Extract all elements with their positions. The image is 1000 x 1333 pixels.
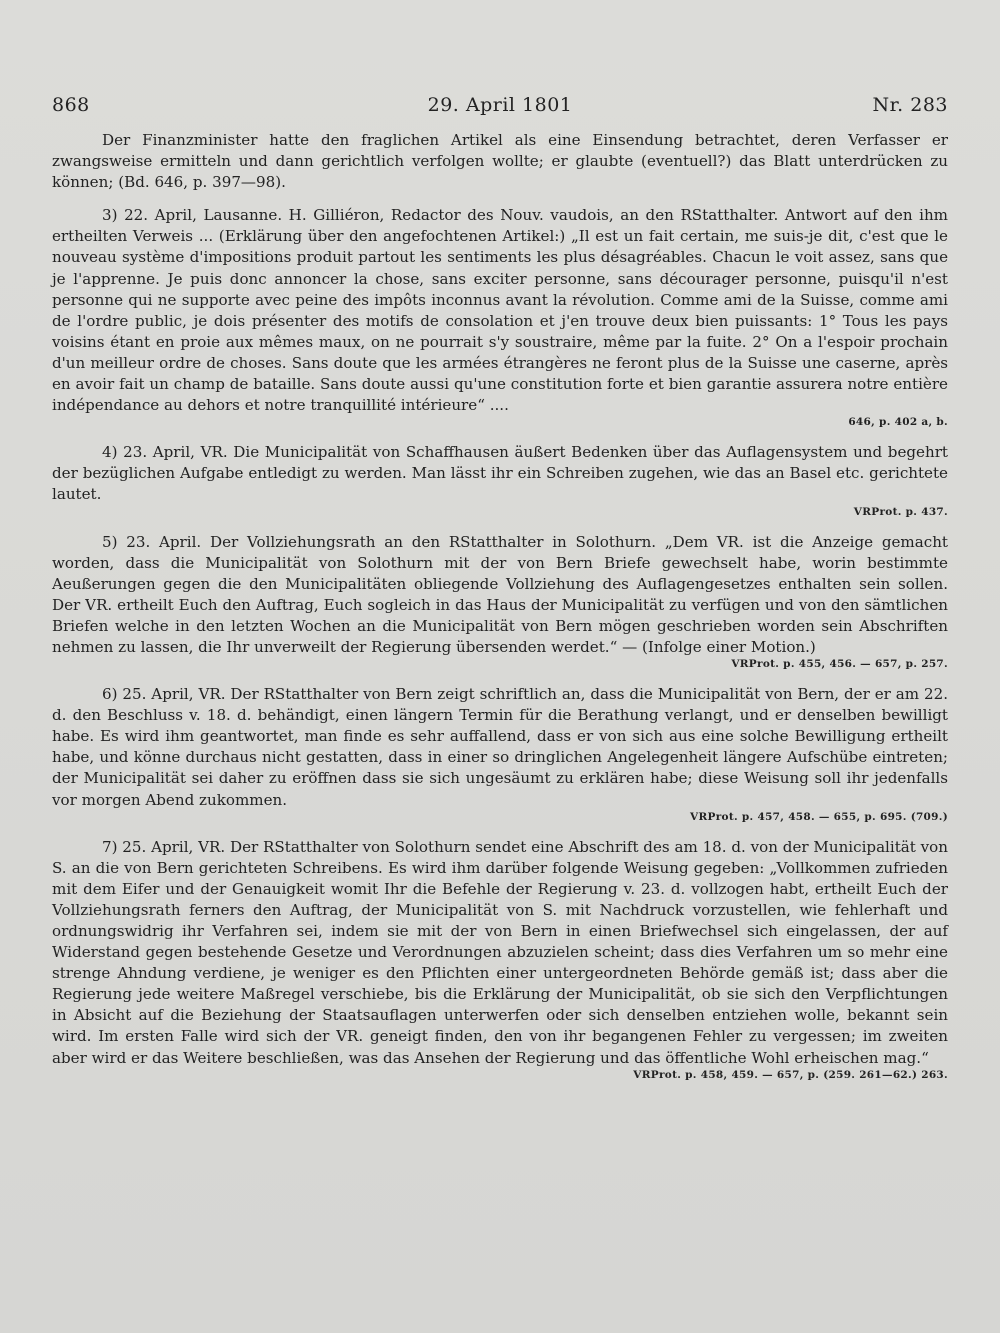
document-number: Nr. 283 <box>872 94 948 116</box>
entry-5 <box>52 532 948 673</box>
page-header <box>52 94 948 122</box>
entry-3 <box>52 205 948 430</box>
entry-text: 7) 25. April, VR. Der RStatthalter von Solothurn sendet eine Abschrift des am 18. d. von der Municipalität von S. an die von Bern gerichteten Schreibens. Es wird ihm darüber folgende Weisung gegeben: „Vollkommen zufrieden mit dem Eifer und der Genauigkeit womit Ihr die Befehle der Regierung v. 23. d. vollzogen habt, ertheilt Euch der Vollziehungsrath ferners den Auftrag, der Municipalität von S. mit Nachdruck vorzustellen, wie fehlerhaft und ordnungswidrig ihr Verfahren sei, indem sie mit der von Bern in einen Briefwechsel sich eingelassen, der auf Widerstand gegen bestehende Gesetze und Verordnungen abzuzielen scheint; dass dies Verfahren um so mehr eine strenge Ahndung verdiene, je weniger es den Pflichten einer untergeordneten Behörde gemäß ist; dass aber die Regierung jede weitere Maßregel verschiebe, bis die Erklärung der Municipalität, ob sie sich den Verpflichtungen in Absicht auf die Beziehung der Staatsauflagen unterwerfen oder sich denselben entziehen wolle, bekannt sein wird. Im ersten Falle wird sich der VR. geneigt finden, den von ihr begangenen Fehler zu vergessen; im zweiten aber wird er das Weitere beschließen, was das Ansehen der Regierung und das öffentliche Wohl erheischen mag.“ <box>52 837 948 1067</box>
entry-text: 3) 22. April, Lausanne. H. Gilliéron, Redactor des Nouv. vaudois, an den RStatthalter. Antwort auf den ihm ertheilten Verweis ... (Erklärung über den angefochtenen Artikel:) „Il est un fait certain, me suis-je dit, c'est que le nouveau système d'impositions produit partout les sentiments les plus désagréables. Chacun le voit assez, sans que je l'apprenne. Je puis donc annoncer la chose, sans exciter personne, sans décourager personne, puisqu'il n'est personne qui ne supporte avec peine des impôts inconnus avant la révolution. Comme ami de la Suisse, comme ami de l'ordre public, je dois présenter des motifs de consolation et j'en trouve deux bien puissants: 1° Tous les pays voisins étant en proie aux mêmes maux, on ne pourrait s'y soustraire, même par la fuite. 2° On a l'espoir prochain d'un meilleur ordre de choses. Sans doute que les armées étrangères ne feront plus de la Suisse une caserne, après en avoir fait un champ de bataille. Sans doute aussi qu'une constitution forte et bien garantie assurera notre entière indépendance au dehors et notre tranquillité intérieure“ .... <box>52 206 948 415</box>
entry-text: 5) 23. April. Der Vollziehungsrath an den RStatthalter in Solothurn. „Dem VR. ist die Anzeige gemacht worden, dass die Municipalität von Solothurn mit der von Bern Briefe gewechselt habe, worin bestimmte Aeußerungen gegen die den Municipalitäten obliegende Vollziehung des Auflagengesetzes enthalten sein sollen. Der VR. ertheilt Euch den Auftrag, Euch sogleich in das Haus der Municipalität zu verfügen und von den sämtlichen Briefen welche in den letzten Wochen an die Municipalität von Bern mögen geschrieben worden sein Abschriften nehmen zu lassen, die Ihr unverweilt der Regierung übersenden werdet.“ — (Infolge einer Motion.) <box>52 532 948 656</box>
page-number: 868 <box>52 94 90 116</box>
source-reference: VRProt. p. 458, 459. — 657, p. (259. 261—62.) 263. <box>633 1068 948 1081</box>
source-reference: 646, p. 402 a, b. <box>848 416 948 429</box>
entry-text: Der Finanzminister hatte den fraglichen Artikel als eine Einsendung betrachtet, deren Verfasser er zwangsweise ermitteln und dann gerichtlich verfolgen wollte; er glaubte (eventuell?) das Blatt unterdrücken zu können; (Bd. 646, p. 397—98). <box>52 131 948 192</box>
entry-7 <box>52 837 948 1083</box>
source-reference: VRProt. p. 457, 458. — 655, p. 695. (709.) <box>690 810 948 823</box>
running-title-date: 29. April 1801 <box>427 94 573 116</box>
entry-text: 4) 23. April, VR. Die Municipalität von Schaffhausen äußert Bedenken über das Auflagensystem und begehrt der bezüglichen Aufgabe entledigt zu werden. Man lässt ihr ein Schreiben zugehen, wie das an Basel etc. gerichtete lautet. <box>52 443 948 504</box>
entry-continuation <box>52 130 948 193</box>
document-body <box>52 130 948 1095</box>
entry-text: 6) 25. April, VR. Der RStatthalter von Bern zeigt schriftlich an, dass die Municipalität von Bern, der er am 22. d. den Beschluss v. 18. d. behändigt, einen längern Termin für die Berathung verlangt, und er denselben bewilligt habe. Es wird ihm geantwortet, man finde es sehr auffallend, dass er von sich aus eine solche Bewilligung ertheilt habe, und könne durchaus nicht gestatten, dass in einer so dringlichen Angelegenheit längere Aufschübe eintreten; der Municipalität sei daher zu eröffnen dass sie sich ungesäumt zu erklären habe; diese Weisung soll ihr jedenfalls vor morgen Abend zukommen. <box>52 685 948 809</box>
source-reference: VRProt. p. 455, 456. — 657, p. 257. <box>731 658 948 671</box>
entry-4 <box>52 442 948 519</box>
entry-6 <box>52 684 948 825</box>
source-reference: VRProt. p. 437. <box>853 505 948 518</box>
